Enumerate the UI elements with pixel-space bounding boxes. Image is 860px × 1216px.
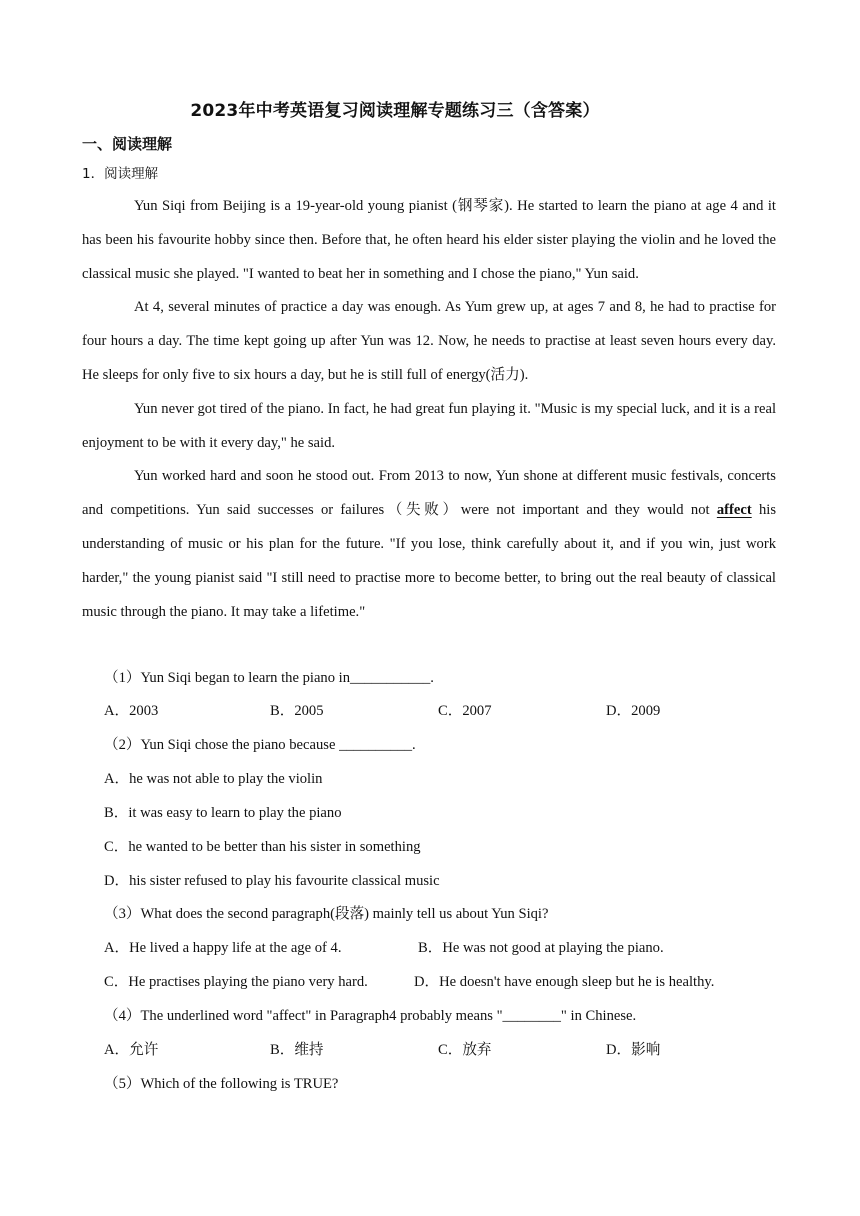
question-stem: （2）Yun Siqi chose the piano because __________. <box>104 737 416 753</box>
answer-option[interactable]: C．He practises playing the piano very hard. <box>104 974 368 990</box>
passage-paragraph-4 <box>82 460 776 629</box>
question-stem: （5）Which of the following is TRUE? <box>104 1076 339 1092</box>
passage-paragraph-2: At 4, several minutes of practice a day was enough. As Yum grew up, at ages 7 and 8, he had to practise for four hours a day. The time kept going up after Yun was 12. Now, he needs to practise at least seven hours every day. He sleeps for only five to six hours a day, but he is still full of energy(活力). <box>82 299 776 383</box>
answer-option[interactable]: D．He doesn't have enough sleep but he is healthy. <box>414 974 715 990</box>
answer-option[interactable]: C．放弃 <box>438 1042 492 1058</box>
passage-text: his understanding of music or his plan for the future. "If you lose, think carefully about it, and if you win, just work harder," the young pianist said "I still need to practise more to become better, to bring out the real beauty of classical music through the piano. It may take a lifetime." <box>82 502 777 620</box>
answer-option[interactable]: B．it was easy to learn to play the piano <box>104 805 342 821</box>
answer-option[interactable]: B．维持 <box>270 1042 324 1058</box>
answer-option[interactable]: D．2009 <box>606 703 661 719</box>
answer-option[interactable]: B．2005 <box>270 703 324 719</box>
reading-passage <box>82 190 776 629</box>
question-stem: （3）What does the second paragraph(段落) mainly tell us about Yun Siqi? <box>104 906 549 922</box>
answer-option[interactable]: C．2007 <box>438 703 492 719</box>
answer-option[interactable]: D．his sister refused to play his favourite classical music <box>104 873 440 889</box>
question-stem: （1）Yun Siqi began to learn the piano in___________. <box>104 670 434 686</box>
section-heading: 一、阅读理解 <box>82 135 173 153</box>
underlined-word: affect <box>716 502 752 519</box>
passage-paragraph-1: Yun Siqi from Beijing is a 19-year-old young pianist (钢琴家). He started to learn the piano at age 4 and it has been his favourite hobby since then. Before that, he often heard his elder sister playing the violin and he loved the classical music she played. "I wanted to beat her in something and I chose the piano," Yun said. <box>82 198 776 282</box>
answer-option[interactable]: A．允许 <box>104 1042 159 1058</box>
answer-option[interactable]: A．He lived a happy life at the age of 4. <box>104 940 342 956</box>
answer-option[interactable]: B．He was not good at playing the piano. <box>418 940 664 956</box>
question-stem: （4）The underlined word "affect" in Paragraph4 probably means "________" in Chinese. <box>104 1008 637 1024</box>
answer-option[interactable]: A．2003 <box>104 703 159 719</box>
passage-text: Yun worked hard and soon he stood out. From 2013 to now, Yun shone at different music festivals, concerts and competitions. Yun said successes or failures（失败）were not important and they would not <box>82 468 776 519</box>
answer-option[interactable]: D．影响 <box>606 1042 661 1058</box>
question-heading: 1．阅读理解 <box>82 166 159 182</box>
document-title: 2023年中考英语复习阅读理解专题练习三（含答案） <box>190 101 600 121</box>
answer-option[interactable]: C．he wanted to be better than his sister in something <box>104 839 421 855</box>
passage-paragraph-3: Yun never got tired of the piano. In fact, he had great fun playing it. "Music is my special luck, and it is a real enjoyment to be with it every day," he said. <box>82 400 776 451</box>
answer-option[interactable]: A．he was not able to play the violin <box>104 771 323 787</box>
